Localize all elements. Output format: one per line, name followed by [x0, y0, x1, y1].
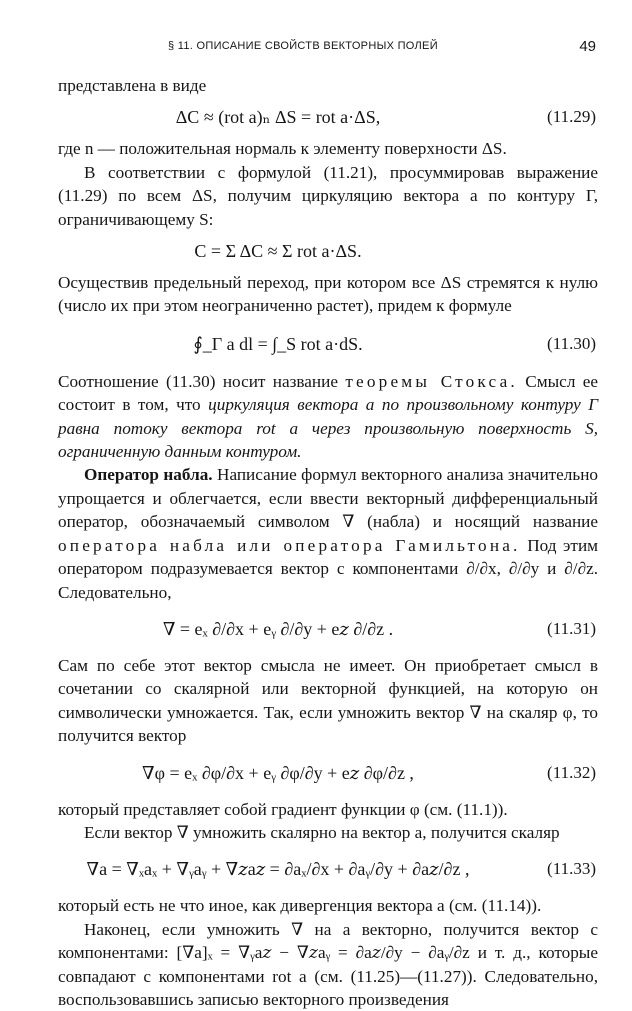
paragraph: который есть не что иное, как дивергенция вектора a (см. (11.14)). [58, 896, 542, 916]
equation-formula: ∇ = eₓ ∂/∂x + eᵧ ∂/∂y + e𝑧 ∂/∂z . [162, 618, 394, 639]
equation-11-29 [58, 97, 598, 137]
paragraph: Осуществив предельный переход, при котором все ΔS стремятся к нулю (число их при этом неограниченно растет), придем к формуле [58, 273, 598, 316]
equation-11-32 [58, 748, 598, 798]
term-nabla-operator: оператора набла или оператора Гамильтона. [58, 535, 521, 555]
paragraph: Если вектор ∇ умножить скалярно на вектор a, получится скаляр [84, 822, 560, 842]
paragraph: представлена в виде [58, 76, 207, 95]
paragraph-stokes-theorem [58, 370, 598, 464]
section-heading: Оператор набла. [84, 465, 213, 485]
equation-11-31 [58, 604, 598, 654]
running-head: § 11. ОПИСАНИЕ СВОЙСТВ ВЕКТОРНЫХ ПОЛЕЙ [168, 40, 438, 52]
equation-formula: C = Σ ΔC ≈ Σ rot a·ΔS. [194, 241, 362, 262]
page-header [58, 38, 598, 58]
equation-number: (11.30) [547, 333, 596, 353]
equation-number: (11.31) [547, 618, 596, 638]
equation-formula: ∮_Γ a dl = ∫_S rot a·dS. [193, 333, 363, 354]
equation-formula: ∇φ = eₓ ∂φ/∂x + eᵧ ∂φ/∂y + e𝑧 ∂φ/∂z , [142, 762, 414, 783]
equation-formula: ΔC ≈ (rot a)ₙ ΔS = rot a·ΔS, [175, 107, 381, 128]
page-body [58, 74, 598, 1011]
equation-formula: ∇a = ∇ₓaₓ + ∇ᵧaᵧ + ∇𝑧a𝑧 = ∂aₓ/∂x + ∂aᵧ/∂y + ∂a𝑧/∂z , [86, 859, 470, 880]
equation-number: (11.33) [547, 859, 596, 879]
text-run: Написание формул векторного анализа значительно упрощается и облегчается, если ввести векторный дифференциальный оператор, обозначаемый символом ∇ (набла) и носящий название [58, 465, 598, 532]
text-run: Под этим оператором подразумевается вектор с компонентами ∂/∂x, ∂/∂y и ∂/∂z. Следовательно, [58, 535, 599, 602]
equation-number: (11.29) [547, 107, 596, 127]
paragraph: В соответствии с формулой (11.21), просуммировав выражение (11.29) по всем ΔS, получим циркуляцию вектора a по контуру Γ, ограничивающему S: [58, 162, 598, 229]
equation-number: (11.32) [547, 762, 596, 782]
text-run: Смысл ее состоит в том, что [58, 371, 599, 415]
equation-11-30 [58, 318, 598, 370]
paragraph: Сам по себе этот вектор смысла не имеет. Он приобретает смысл в сочетании со скалярной или векторной функцией, на которую он символически умножается. Так, если умножить вектор ∇ на скаляр φ, то получится вектор [58, 655, 598, 746]
paragraph: Наконец, если умножить ∇ на a векторно, получится вектор с компонентами: [∇a]ₓ = ∇ᵧa𝑧 − ∇𝑧aᵧ = ∂a𝑧/∂y − ∂aᵧ/∂z и т. д., которые совпадают с компонентами rot a (см. (11.25)—(11.27)). Следовательно, воспользовавшись записью векторного произведения [58, 919, 598, 1009]
equation-11-33 [58, 844, 598, 894]
text-run: Соотношение (11.30) носит название [58, 371, 338, 391]
stokes-statement: циркуляция вектора a по произвольному контуру Γ равна потоку вектора rot a через произвольную поверхность S, ограниченную данным контуром. [58, 395, 598, 462]
page-number: 49 [579, 38, 596, 55]
paragraph-nabla-operator [58, 463, 598, 603]
equation-circulation-sum [58, 231, 598, 271]
paragraph: где n — положительная нормаль к элементу поверхности ΔS. [58, 139, 507, 159]
paragraph: который представляет собой градиент функции φ (см. (11.1)). [58, 799, 508, 819]
term-stokes-theorem: теоремы Стокса. [345, 371, 518, 391]
